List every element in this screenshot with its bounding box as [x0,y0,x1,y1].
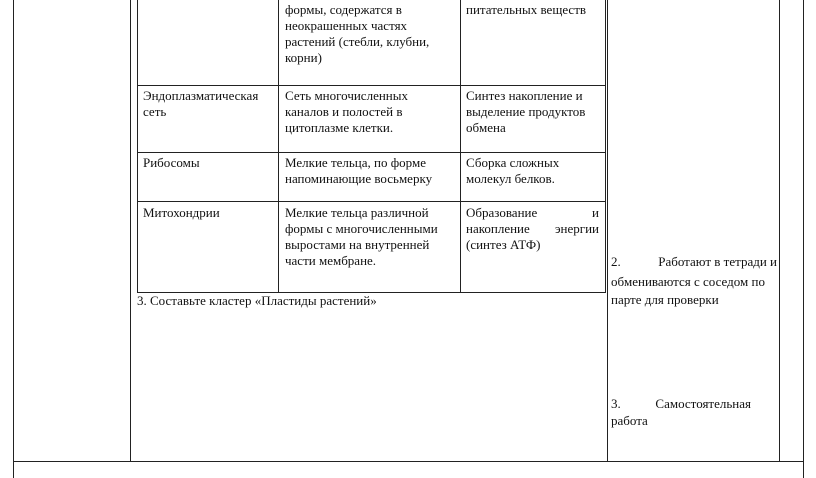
inner-table-right-border [605,0,606,293]
table-row-3-function-line-1: Образование и [466,205,599,220]
outer-right-border [803,0,804,478]
item-2-line-2: обмениваются с соседом по [611,274,765,289]
outer-col-divider-3 [779,0,780,462]
task-3-text: 3. Составьте кластер «Пластиды растений» [137,293,377,308]
table-row-3-function-line-3: (синтез АТФ) [466,237,541,252]
outer-col-divider-1 [130,0,131,462]
table-row-1-structure: Сеть многочисленных каналов и полостей в цитоплазме клетки. [285,88,408,135]
row-divider-3 [137,201,606,202]
table-row-2-structure: Мелкие тельца, по форме напоминающие восьмерку [285,155,433,186]
outer-bottom-border [13,461,804,462]
row-divider-1 [137,85,606,86]
table-row-1-function: Синтез накопление и выделение продуктов обмена [466,88,586,135]
table-row-3-structure: Мелкие тельца различной формы с многочисленными выростами на внутренней части мембране. [285,205,438,268]
table-row-2-function: Сборка сложных молекул белков. [466,155,560,186]
outer-col-divider-2 [607,0,608,462]
table-row-0-structure: формы, содержатся в неокрашенных частях растений (стебли, клубни, корни) [285,2,430,65]
row-divider-2 [137,152,606,153]
inner-table-divider-2 [460,0,461,293]
table-row-3-function-line-2: накопление энергии [466,221,599,236]
table-row-0-function: питательных веществ [466,2,587,17]
item-2-line-3: парте для проверки [611,292,719,307]
item-3-number: 3. [611,396,621,411]
table-row-3-organelle: Митохондрии [143,205,220,220]
table-row-2-organelle: Рибосомы [143,155,200,170]
inner-table-divider-1 [278,0,279,293]
inner-table-left-border [137,0,138,293]
item-3-line-1: 3. Самостоятельная [611,396,751,411]
outer-left-border [13,0,14,478]
item-2-line-1: 2. Работают в тетради и [611,254,777,269]
item-2-number: 2. [611,254,621,269]
table-row-1-organelle: Эндоплазматическая сеть [143,88,259,119]
item-3-line-2: работа [611,413,648,428]
